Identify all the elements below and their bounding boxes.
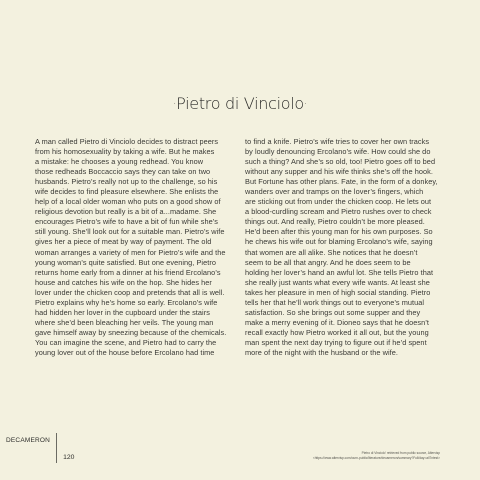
page-number: 120	[63, 454, 75, 461]
body-text-line: a blood-curdling scream and Pietro rushes over to check	[245, 207, 432, 217]
body-text-line: encourages Pietro’s wife to have a bit of fun while she’s	[35, 217, 219, 227]
body-text-line: to find a knife. Pietro’s wife tries to cover her own tracks	[245, 137, 430, 146]
body-text-line: man spent the next day trying to figure out if he’d spent	[245, 337, 427, 347]
body-text-line: young lover out of the house before Ercolano had time	[35, 347, 215, 357]
text-column-left	[35, 137, 245, 358]
body-text-line: that women are all alike. She notices that he doesn’t	[245, 247, 418, 257]
body-text-line: she really just wants what every wife wants. At least she	[245, 277, 430, 287]
body-text-line: husbands. Pietro’s really not up to the challenge, so his	[35, 177, 218, 187]
body-text-line: lover under the chicken coop and pretends that all is well.	[35, 287, 225, 297]
text-column-right	[245, 137, 450, 358]
body-text-line: seem to be all that angry. And he does seem to be	[245, 257, 411, 267]
body-text-line: from his homosexuality by taking a wife. But he makes	[35, 147, 215, 157]
page-footer	[0, 433, 74, 463]
body-text-line: still young. She’ll look out for a suitable man. Pietro’s wife	[35, 227, 225, 237]
body-text-line: But Fortune has other plans. Fate, in the form of a donkey,	[245, 177, 438, 187]
body-text-line: young woman’s quite satisfied. But one evening, Pietro	[35, 257, 216, 267]
title-ornament-right: ·	[303, 97, 308, 110]
body-text-line: he chews his wife out for blaming Ercolano’s wife, saying	[245, 237, 433, 247]
story-title-text: Pietro di Vinciolo	[176, 94, 304, 113]
body-text-line: a mistake: he chooses a young redhead. You know	[35, 157, 204, 167]
body-text-line: had hidden her lover in the cupboard under the stairs	[35, 307, 210, 317]
caption-line: <https://www.altervisp.com/ourn-public/literature/decameron/summary?Full/day=all7ntest>	[312, 456, 440, 460]
title-ornament-left: ·	[172, 97, 177, 110]
body-text-line: wanders over and tramps on the lover’s fingers, which	[245, 187, 424, 197]
body-text-line: satisfaction. So she brings out some supper and they	[245, 307, 421, 317]
body-text-line: house and catches his wife on the hop. She hides her	[35, 277, 212, 287]
body-text-line: holding her lover’s hand an awful lot. She tells Pietro that	[245, 267, 434, 277]
body-text-line: tells her that he’ll work things out to everyone’s mutual	[245, 297, 425, 307]
body-text-line: things out. And really, Pietro couldn’t be more pleased.	[245, 217, 425, 227]
body-text-line: by loudly denouncing Ercolano’s wife. How could she do	[245, 147, 431, 157]
body-text-line: You can imagine the scene, and Pietro had to carry the	[35, 337, 217, 347]
caption-line: Pietro di Vinciolo' retrieved from public source, Altervisp	[361, 451, 440, 455]
body-text-line: more of the night with the husband or the wife.	[245, 347, 398, 357]
story-title	[0, 94, 480, 113]
body-text-line: recall exactly how Pietro worked it all out, but the young	[245, 327, 429, 337]
body-text-line: Pietro explains why he’s home so early. Ercolano’s wife	[35, 297, 218, 307]
body-text-line: those redheads Boccaccio says they can take on two	[35, 167, 211, 177]
body-text-line: help of a local older woman who puts on a good show of	[35, 197, 221, 207]
footer-divider	[56, 433, 57, 463]
body-text-line: woman arranges a variety of men for Pietro’s wife and the	[35, 247, 226, 257]
body-text-line: without any supper and his wife thinks she’s off the hook.	[245, 167, 433, 177]
body-text-line: where she’d been bleaching her veils. The young man	[35, 317, 214, 327]
body-text-line: He’d been after this young man for his own purposes. So	[245, 227, 433, 237]
body-text-line: gave himself away by sneezing because of the chemicals.	[35, 327, 227, 337]
body-text-line: returns home early from a dinner at his friend Ercolano’s	[35, 267, 221, 277]
body-text-line: make a merry evening of it. Dioneo says that he doesn’t	[245, 317, 429, 327]
body-text-line: religious devotion but really is a bit of a...madame. She	[35, 207, 217, 217]
body-text-line: gives her a piece of meat by way of payment. The old	[35, 237, 212, 247]
book-title: DECAMERON	[6, 437, 51, 444]
body-text-line: takes her pleasure in men of high social standing. Pietro	[245, 287, 431, 297]
source-caption	[300, 451, 440, 461]
body-text-line: such a thing? And she’s so old, too! Pietro goes off to bed	[245, 157, 436, 167]
body-text-line: A man called Pietro di Vinciolo decides to distract peers	[35, 137, 219, 146]
body-text-line: wife decides to find pleasure elsewhere. She enlists the	[35, 187, 219, 197]
body-text-line: are sticking out from under the chicken coop. He lets out	[245, 197, 432, 207]
